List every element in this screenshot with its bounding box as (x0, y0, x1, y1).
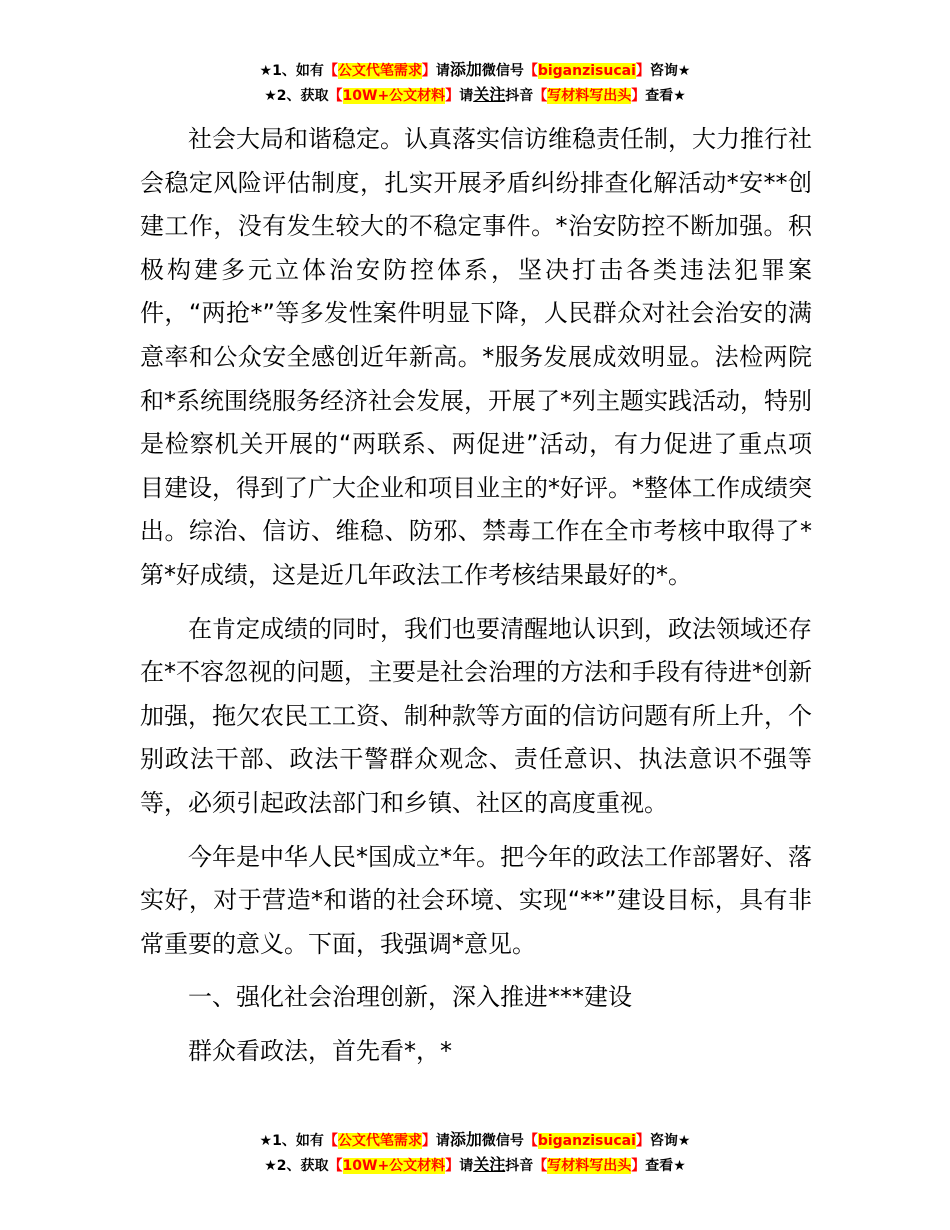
paragraph: 今年是中华人民*国成立*年。把今年的政法工作部署好、落实好，对于营造*和谐的社会环境、实现“**”建设目标，具有非常重要的意义。下面，我强调*意见。 (140, 842, 812, 958)
bottom-banner (0, 1128, 950, 1178)
wechat-id-highlight: biganzisucai (537, 63, 636, 79)
banner-emphasis: 添加 (449, 60, 482, 79)
banner-text: 咨询★ (649, 1133, 691, 1149)
banner-text: 抖音 (505, 1158, 534, 1174)
bracket: 【 (323, 63, 338, 79)
bracket: 】 (635, 63, 650, 79)
banner-text: 请 (435, 63, 450, 79)
banner-line-1 (0, 1128, 950, 1153)
bracket: 【 (523, 1133, 538, 1149)
banner-text: 微信号 (481, 1133, 524, 1149)
banner-text: 抖音 (505, 88, 534, 104)
banner-line-2 (0, 83, 950, 108)
bracket: 】 (421, 63, 436, 79)
banner-emphasis: 添加 (449, 1130, 482, 1149)
douyin-id-highlight: 写材料写出头 (547, 88, 632, 104)
bracket: 】 (445, 1158, 460, 1174)
materials-highlight: 10W+公文材料 (342, 1158, 446, 1174)
banner-emphasis: 关注 (473, 85, 506, 104)
bracket: 】 (635, 1133, 650, 1149)
banner-text: 请 (459, 88, 474, 104)
bracket: 【 (533, 1158, 548, 1174)
banner-text: ★2、获取 (264, 1158, 329, 1174)
banner-text: 查看★ (645, 1158, 686, 1174)
paragraph: 社会大局和谐稳定。认真落实信访维稳责任制，大力推行社会稳定风险评估制度，扎实开展矛盾纠纷排查化解活动*安**创建工作，没有发生较大的不稳定事件。*治安防控不断加强。积极构建多元立体治安防控体系，坚决打击各类违法犯罪案件，“两抢*”等多发性案件明显下降，人民群众对社会治安的满意率和公众安全感创近年新高。*服务发展成效明显。法检两院和*系统围绕服务经济社会发展，开展了*列主题实践活动，特别是检察机关开展的“两联系、两促进”活动，有力促进了重点项目建设，得到了广大企业和项目业主的*好评。*整体工作成绩突出。综治、信访、维稳、防邪、禁毒工作在全市考核中取得了*第*好成绩，这是近几年政法工作考核结果最好的*。 (140, 125, 812, 589)
banner-emphasis: 关注 (473, 1155, 506, 1174)
banner-text: 查看★ (645, 88, 686, 104)
banner-text: ★1、如有 (259, 1133, 324, 1149)
bracket: 【 (533, 88, 548, 104)
banner-text: 请 (435, 1133, 450, 1149)
top-banner (0, 58, 950, 108)
banner-text: 微信号 (481, 63, 524, 79)
bracket: 】 (421, 1133, 436, 1149)
bracket: 】 (631, 88, 646, 104)
banner-line-1 (0, 58, 950, 83)
ghostwriting-highlight: 公文代笔需求 (337, 63, 422, 79)
banner-text: ★2、获取 (264, 88, 329, 104)
materials-highlight: 10W+公文材料 (342, 88, 446, 104)
wechat-id-highlight: biganzisucai (537, 1133, 636, 1149)
banner-text: 请 (459, 1158, 474, 1174)
banner-text: ★1、如有 (259, 63, 324, 79)
bracket: 】 (445, 88, 460, 104)
douyin-id-highlight: 写材料写出头 (547, 1158, 632, 1174)
bracket: 【 (523, 63, 538, 79)
bracket: 】 (631, 1158, 646, 1174)
bracket: 【 (328, 1158, 343, 1174)
banner-line-2 (0, 1153, 950, 1178)
ghostwriting-highlight: 公文代笔需求 (337, 1133, 422, 1149)
bracket: 【 (328, 88, 343, 104)
document-body (140, 118, 812, 1083)
paragraph: 在肯定成绩的同时，我们也要清醒地认识到，政法领域还存在*不容忽视的问题，主要是社会治理的方法和手段有待进*创新加强，拖欠农民工工资、制种款等方面的信访问题有所上升，个别政法干部、政法干警群众观念、责任意识、执法意识不强等等，必须引起政法部门和乡镇、社区的高度重视。 (140, 614, 812, 817)
section-heading: 一、强化社会治理创新，深入推进***建设 (188, 983, 632, 1012)
banner-text: 咨询★ (649, 63, 691, 79)
paragraph: 群众看政法，首先看*，* (188, 1036, 452, 1065)
bracket: 【 (323, 1133, 338, 1149)
